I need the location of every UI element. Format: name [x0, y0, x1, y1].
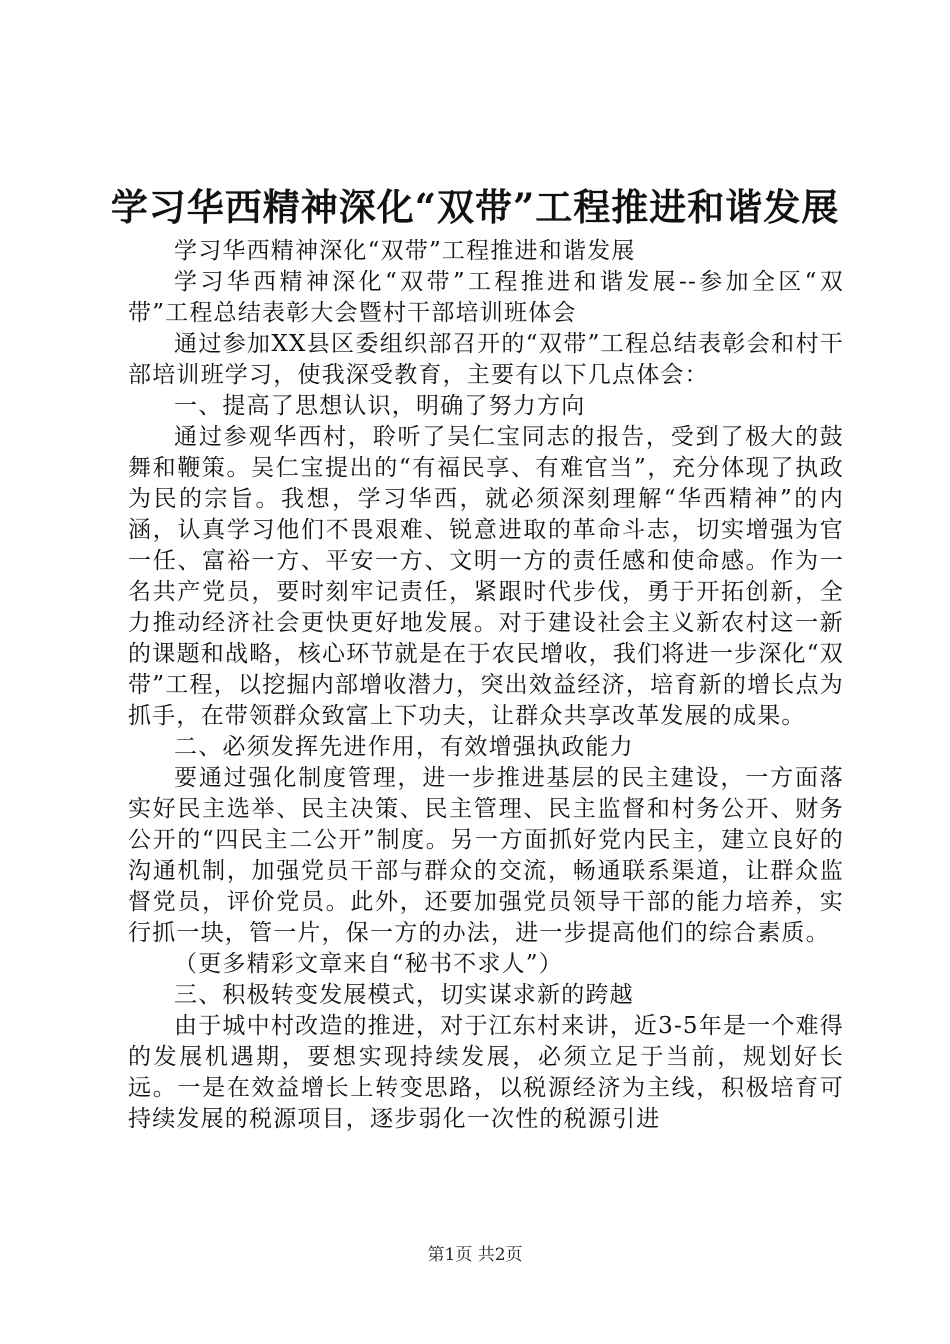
- section-heading: 一、提高了思想认识，明确了努力方向: [174, 393, 586, 419]
- body-paragraph: 通过参观华西村，聆听了吴仁宝同志的报告，受到了极大的鼓舞和鞭策。吴仁宝提出的“有福民享、有难官当”，充分体现了执政为民的宗旨。我想，学习华西，就必须深刻理解“华西精神”的内涵，认真学习他们不畏艰难、锐意进取的革命斗志，切实增强为官一任、富裕一方、平安一方、文明一方的责任感和使命感。作为一名共产党员，要时刻牢记责任，紧跟时代步伐，勇于开拓创新，全力推动经济社会更快更好地发展。对于建设社会主义新农村这一新的课题和战略，核心环节就是在于农民增收，我们将进一步深化“双带”工程，以挖掘内部增收潜力，突出效益经济，培育新的增长点为抓手，在带领群众致富上下功夫，让群众共享改革发展的成果。: [128, 424, 844, 729]
- body-paragraph: 要通过强化制度管理，进一步推进基层的民主建设，一方面落实好民主选举、民主决策、民主管理、民主监督和村务公开、财务公开的“四民主二公开”制度。另一方面抓好党内民主，建立良好的沟通机制，加强党员干部与群众的交流，畅通联系渠道，让群众监督党员，评价党员。此外，还要加强党员领导干部的能力培养，实行抓一块，管一片，保一方的办法，进一步提高他们的综合素质。: [128, 765, 844, 946]
- body-paragraph: 由于城中村改造的推进，对于江东村来讲，近3-5年是一个难得的发展机遇期，要想实现持续发展，必须立足于当前，规划好长远。一是在效益增长上转变思路，以税源经济为主线，积极培育可持续发展的税源项目，逐步弱化一次性的税源引进: [128, 1013, 844, 1132]
- document-body: [128, 236, 844, 1135]
- source-note: （更多精彩文章来自“秘书不求人”）: [174, 951, 563, 977]
- section-heading: 三、积极转变发展模式，切实谋求新的跨越: [174, 982, 634, 1008]
- body-paragraph: 学习华西精神深化“双带”工程推进和谐发展: [174, 238, 636, 264]
- document-title: 学习华西精神深化“双带”工程推进和谐发展: [110, 184, 840, 229]
- page-footer: 第1页 共2页: [427, 1245, 523, 1265]
- body-paragraph: 学习华西精神深化“双带”工程推进和谐发展--参加全区“双带”工程总结表彰大会暨村干部培训班体会: [128, 269, 844, 326]
- body-paragraph: 通过参加XX县区委组织部召开的“双带”工程总结表彰会和村干部培训班学习，使我深受教育，主要有以下几点体会：: [128, 331, 844, 388]
- section-heading: 二、必须发挥先进作用，有效增强执政能力: [174, 734, 634, 760]
